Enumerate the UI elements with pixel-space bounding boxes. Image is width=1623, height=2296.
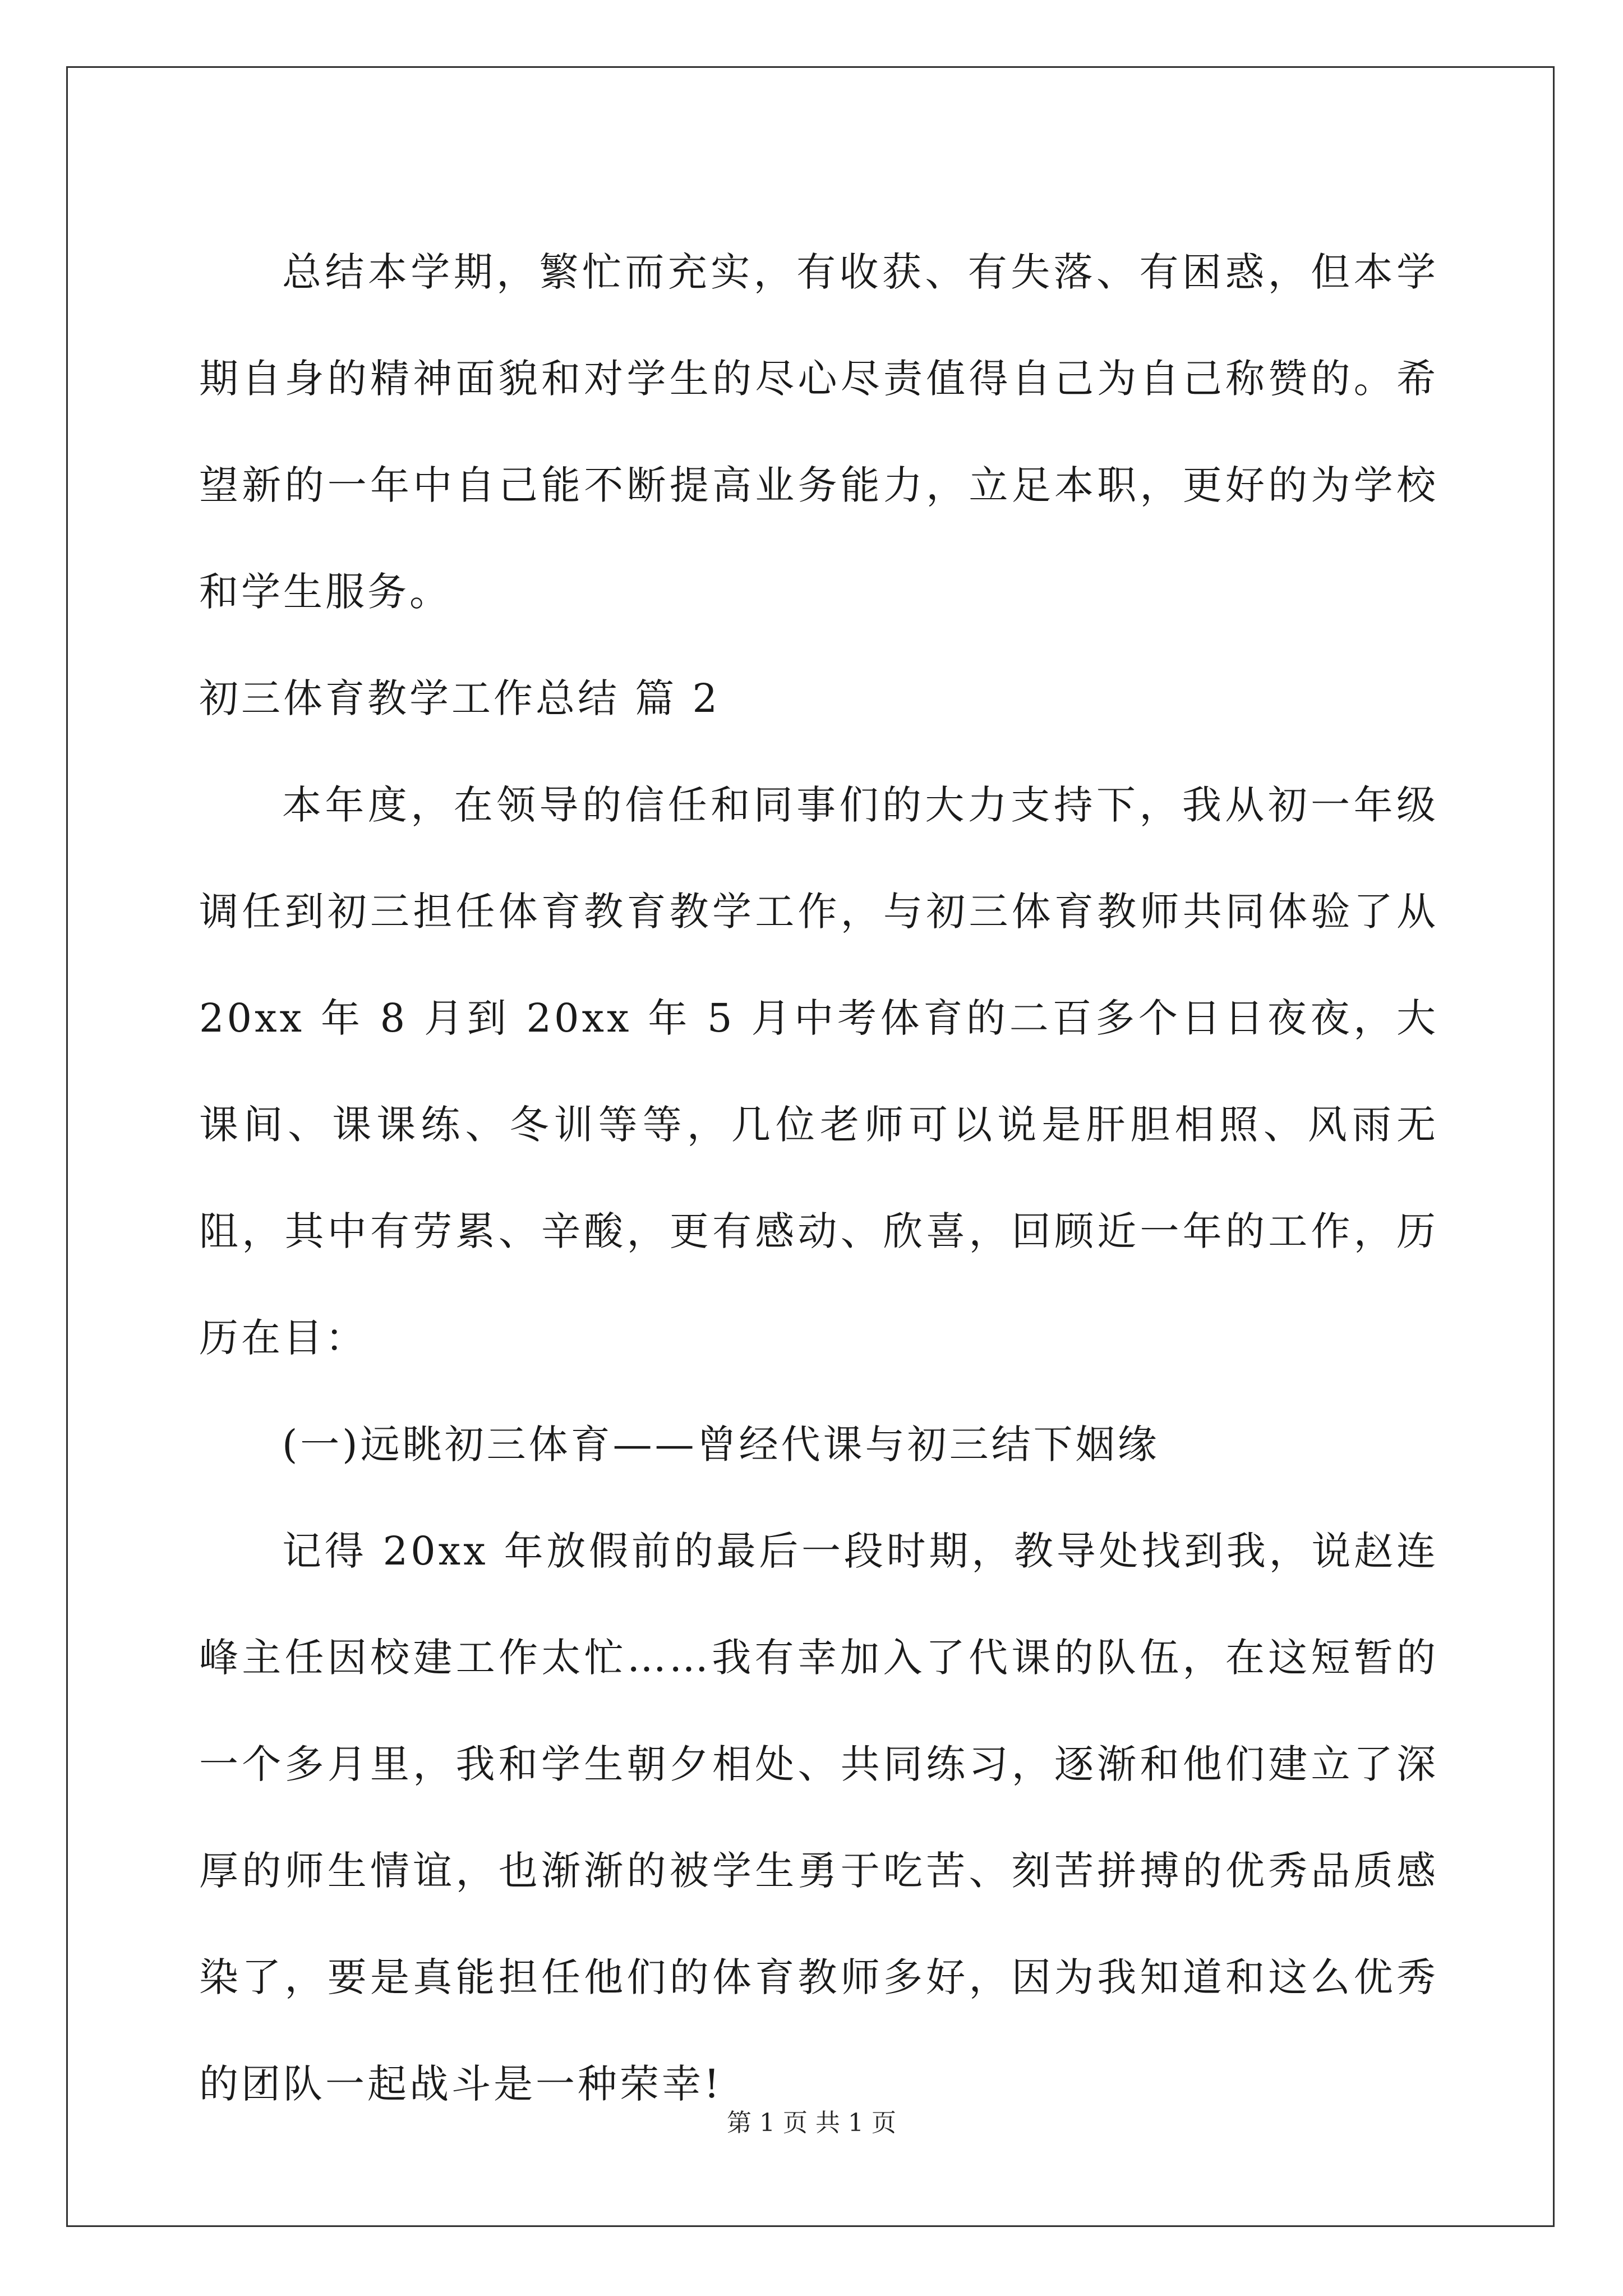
- section-heading: 初三体育教学工作总结 篇 2: [199, 675, 721, 721]
- paragraph-intro: 本年度，在领导的信任和同事们的大力支持下，我从初一年级调任到初三担任体育教育教学工作，与初三体育教师共同体验了从 20xx 年 8 月到 20xx 年 5 月中考体育的二百多个日日夜夜，大课间、课课练、冬训等等，几位老师可以说是肝胆相照、风雨无阻，其中有劳累、辛酸，更有感动、欣喜，回顾近一年的工作，历历在目：: [199, 782, 1438, 1361]
- paragraph-summary: 总结本学期，繁忙而充实，有收获、有失落、有困惑，但本学期自身的精神面貌和对学生的尽心尽责值得自己为自己称赞的。希望新的一年中自己能不断提高业务能力，立足本职，更好的为学校和学生服务。: [199, 249, 1438, 615]
- paragraph-memory: 记得 20xx 年放假前的最后一段时期，教导处找到我，说赵连峰主任因校建工作太忙……我有幸加入了代课的队伍，在这短暂的一个多月里，我和学生朝夕相处、共同练习，逐渐和他们建立了深厚的师生情谊，也渐渐的被学生勇于吃苦、刻苦拼搏的优秀品质感染了，要是真能担任他们的体育教师多好，因为我知道和这么优秀的团队一起战斗是一种荣幸!: [199, 1528, 1438, 2107]
- document-body: [199, 219, 1438, 2137]
- page-number-footer: 第 1 页 共 1 页: [727, 2109, 896, 2137]
- subheading-part-one: (一)远眺初三体育——曾经代课与初三结下姻缘: [282, 1421, 1160, 1467]
